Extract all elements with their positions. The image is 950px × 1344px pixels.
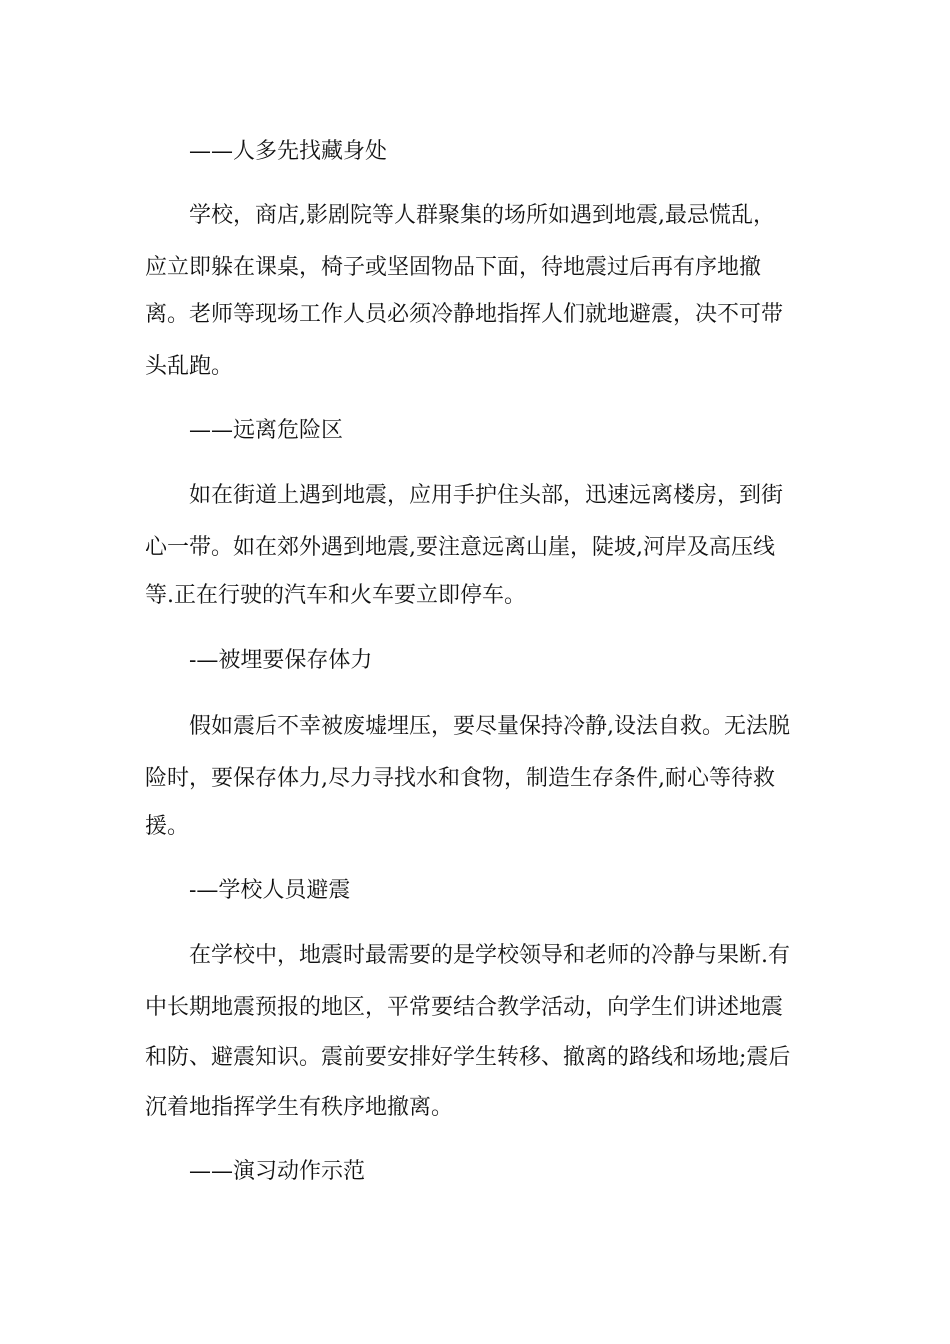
paragraph-line: 头乱跑。: [145, 354, 234, 379]
paragraph-line: 险时，要保存体力,尽力寻找水和食物，制造生存条件,耐心等待救: [145, 766, 775, 791]
paragraph-line: 离。老师等现场工作人员必须冷静地指挥人们就地避震，决不可带: [145, 302, 784, 327]
paragraph-line: 心一带。如在郊外遇到地震,要注意远离山崖，陡坡,河岸及高压线: [145, 535, 775, 560]
paragraph-line: 沉着地指挥学生有秩序地撤离。: [145, 1095, 454, 1120]
section-heading-drill: ——演习动作示范: [189, 1159, 366, 1184]
section-heading-school: -—学校人员避震: [189, 878, 351, 903]
paragraph-line: 援。: [145, 814, 190, 839]
paragraph-line: 学校，商店,影剧院等人群聚集的场所如遇到地震,最忌慌乱，: [189, 203, 775, 228]
paragraph-line: 和防、避震知识。震前要安排好学生转移、撤离的路线和场地;震后: [145, 1045, 791, 1070]
section-heading-buried: -—被埋要保存体力: [189, 648, 373, 673]
section-heading-danger-zone: ——远离危险区: [189, 418, 344, 443]
paragraph-line: 应立即躲在课桌，椅子或坚固物品下面，待地震过后再有序地撤: [145, 255, 762, 280]
paragraph-line: 假如震后不幸被废墟埋压，要尽量保持冷静,设法自救。无法脱: [189, 714, 790, 739]
paragraph-line: 在学校中，地震时最需要的是学校领导和老师的冷静与果断.有: [189, 943, 790, 968]
paragraph-line: 等.正在行驶的汽车和火车要立即停车。: [145, 583, 526, 608]
section-heading-crowded-places: ——人多先找藏身处: [189, 139, 388, 164]
paragraph-line: 中长期地震预报的地区，平常要结合教学活动，向学生们讲述地震: [145, 995, 784, 1020]
paragraph-line: 如在街道上遇到地震，应用手护住头部，迅速远离楼房，到街: [189, 483, 784, 508]
